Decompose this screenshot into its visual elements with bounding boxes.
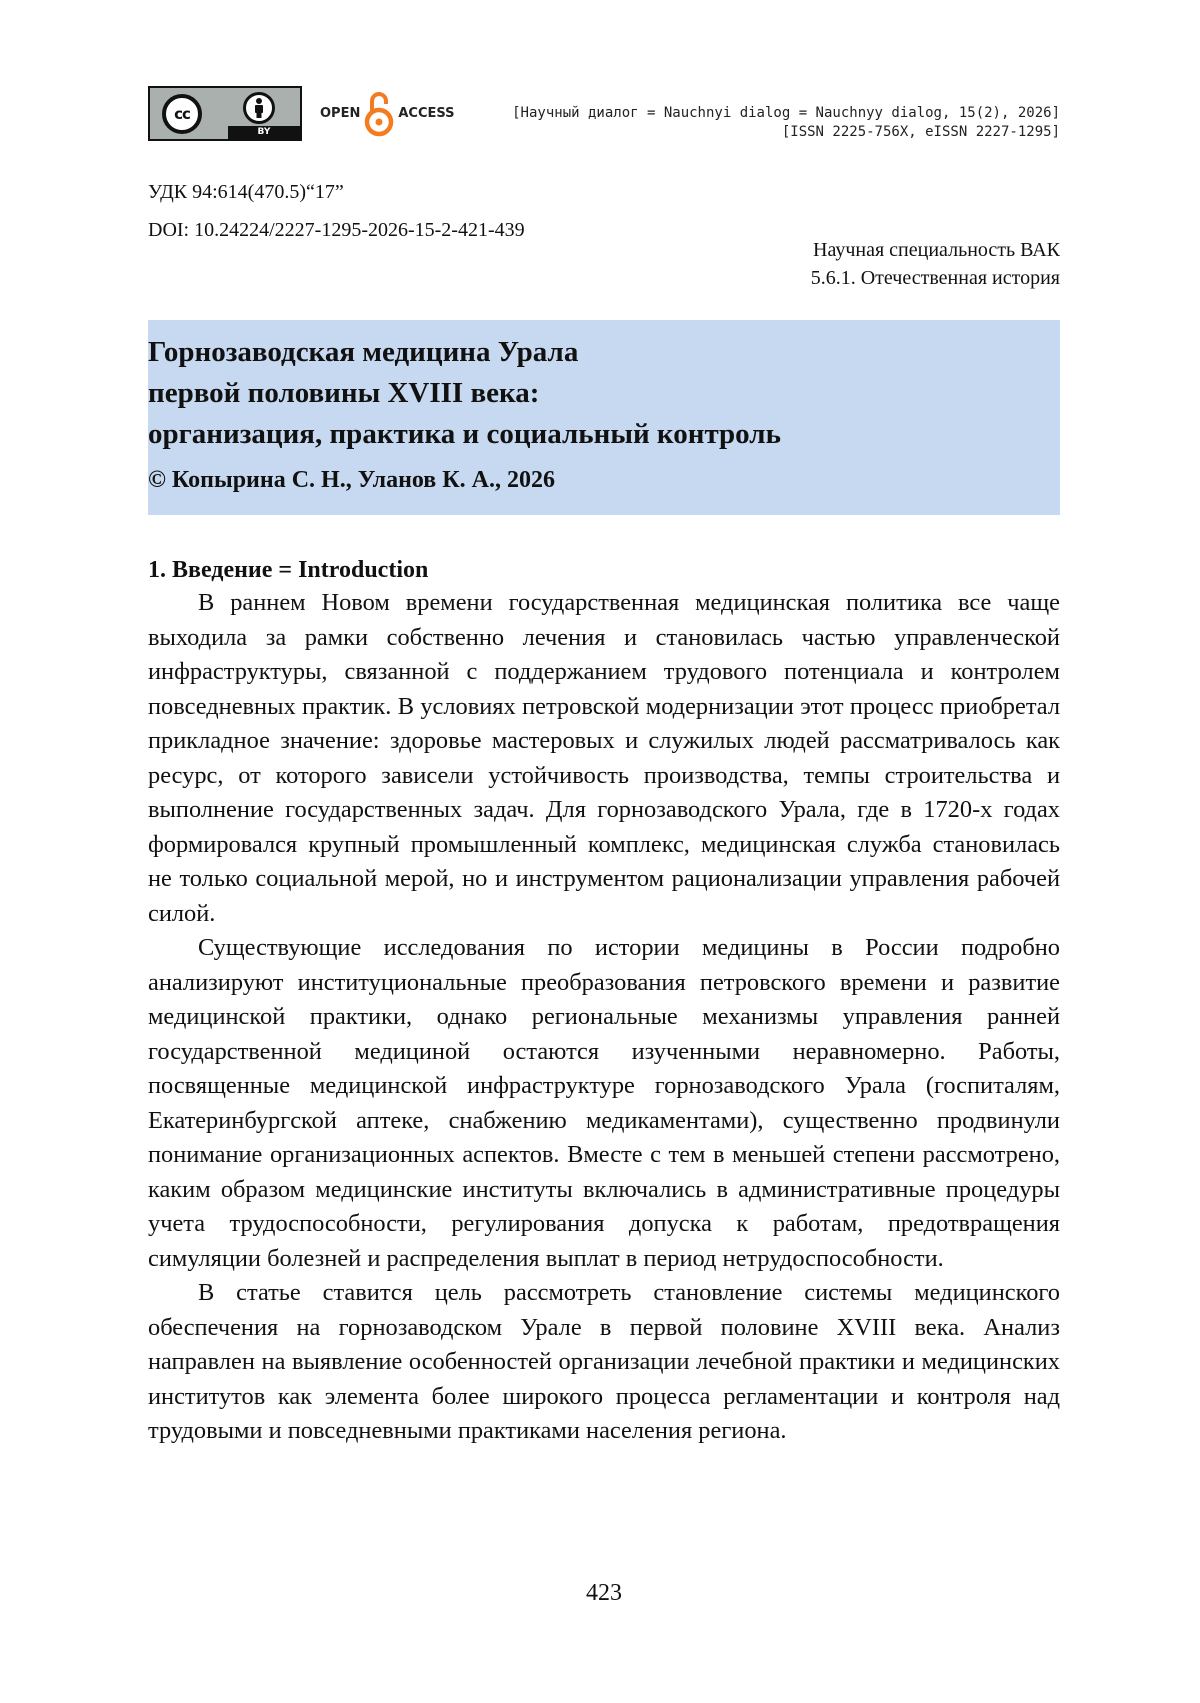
by-label: BY [228,126,300,139]
udc-code: УДК 94:614(470.5)“17” [148,181,344,203]
journal-page [148,0,1060,1703]
section-heading: 1. Введение = Introduction [148,557,429,583]
doi-link[interactable]: DOI: 10.24224/2227-1295-2026-15-2-421-439 [148,219,525,241]
attribution-person-icon [243,92,275,124]
title-block [148,320,1060,515]
specialty-line-2: 5.6.1. Отечественная история [810,267,1060,289]
cc-by-license-badge[interactable] [148,86,302,141]
oa-open-text: OPEN [320,106,361,121]
specialty-line-1: Научная специальность ВАК [813,239,1060,261]
title-line-3: организация, практика и социальный контроль [148,418,781,450]
journal-citation [512,104,1060,142]
attribution-block [228,90,300,139]
scientific-specialty [811,236,1060,292]
article-identifiers [148,173,525,249]
cc-label: cc [174,104,190,123]
citation-line-2: [ISSN 2225-756X, eISSN 2227-1295] [781,124,1060,140]
oa-access-text: ACCESS [398,106,455,121]
body-paragraph-1: В раннем Новом времени государственная медицинская политика все чаще выходила за рамки собственно лечения и становилась частью управленческой инфраструктуры, связанной с поддержанием трудового потенциала и контролем повседневных практик. В условиях петровской модернизации этот процесс приобретал прикладное значение: здоровье мастеровых и служилых людей рассматривалось как ресурс, от которого зависели устойчивость производства, темпы строительства и выполнение государственных задач. Для горнозаводского Урала, где в 1720-х годах формировался крупный промышленный комплекс, медицинская служба становилась не только социальной мерой, но и инструментом рационализации управления рабочей силой. [148,589,1060,927]
page-number: 423 [586,1580,622,1606]
page-header [148,86,1060,142]
title-line-1: Горнозаводская медицина Урала [148,336,579,368]
open-access-lock-icon [364,91,394,137]
creative-commons-icon [162,94,202,134]
citation-line-1: [Научный диалог = Nauchnyi dialog = Nauchnyy dialog, 15(2), 2026] [512,105,1060,121]
body-paragraph-2: Существующие исследования по истории медицины в России подробно анализируют институциональные преобразования петровского времени и развитие медицинской практики, однако региональные механизмы управления ранней государственной медициной остаются изученными неравномерно. Работы, посвященные медицинской инфраструктуре горнозаводского Урала (госпиталям, Екатеринбургской аптеке, снабжению медикаментами), существенно продвинули понимание организационных аспектов. Вместе с тем в меньшей степени рассмотрено, каким образом медицинские институты включались в административные процедуры учета трудоспособности, регулирования допуска к работам, предотвращения симуляции болезней и распределения выплат в период нетрудоспособности. [148,934,1060,1272]
body-paragraph-3: В статье ставится цель рассмотреть становление системы медицинского обеспечения на горнозаводском Урале в первой половине XVIII века. Анализ направлен на выявление особенностей организации лечебной практики и медицинских институтов как элемента более широкого процесса регламентации и контроля над трудовыми и повседневными практиками населения региона. [148,1279,1060,1444]
article-body [148,586,1060,1449]
open-access-logo[interactable] [320,86,455,141]
article-authors: © Копырина С. Н., Уланов К. А., 2026 [148,467,556,493]
title-line-2: первой половины XVIII века: [148,377,540,409]
article-title [148,332,781,455]
